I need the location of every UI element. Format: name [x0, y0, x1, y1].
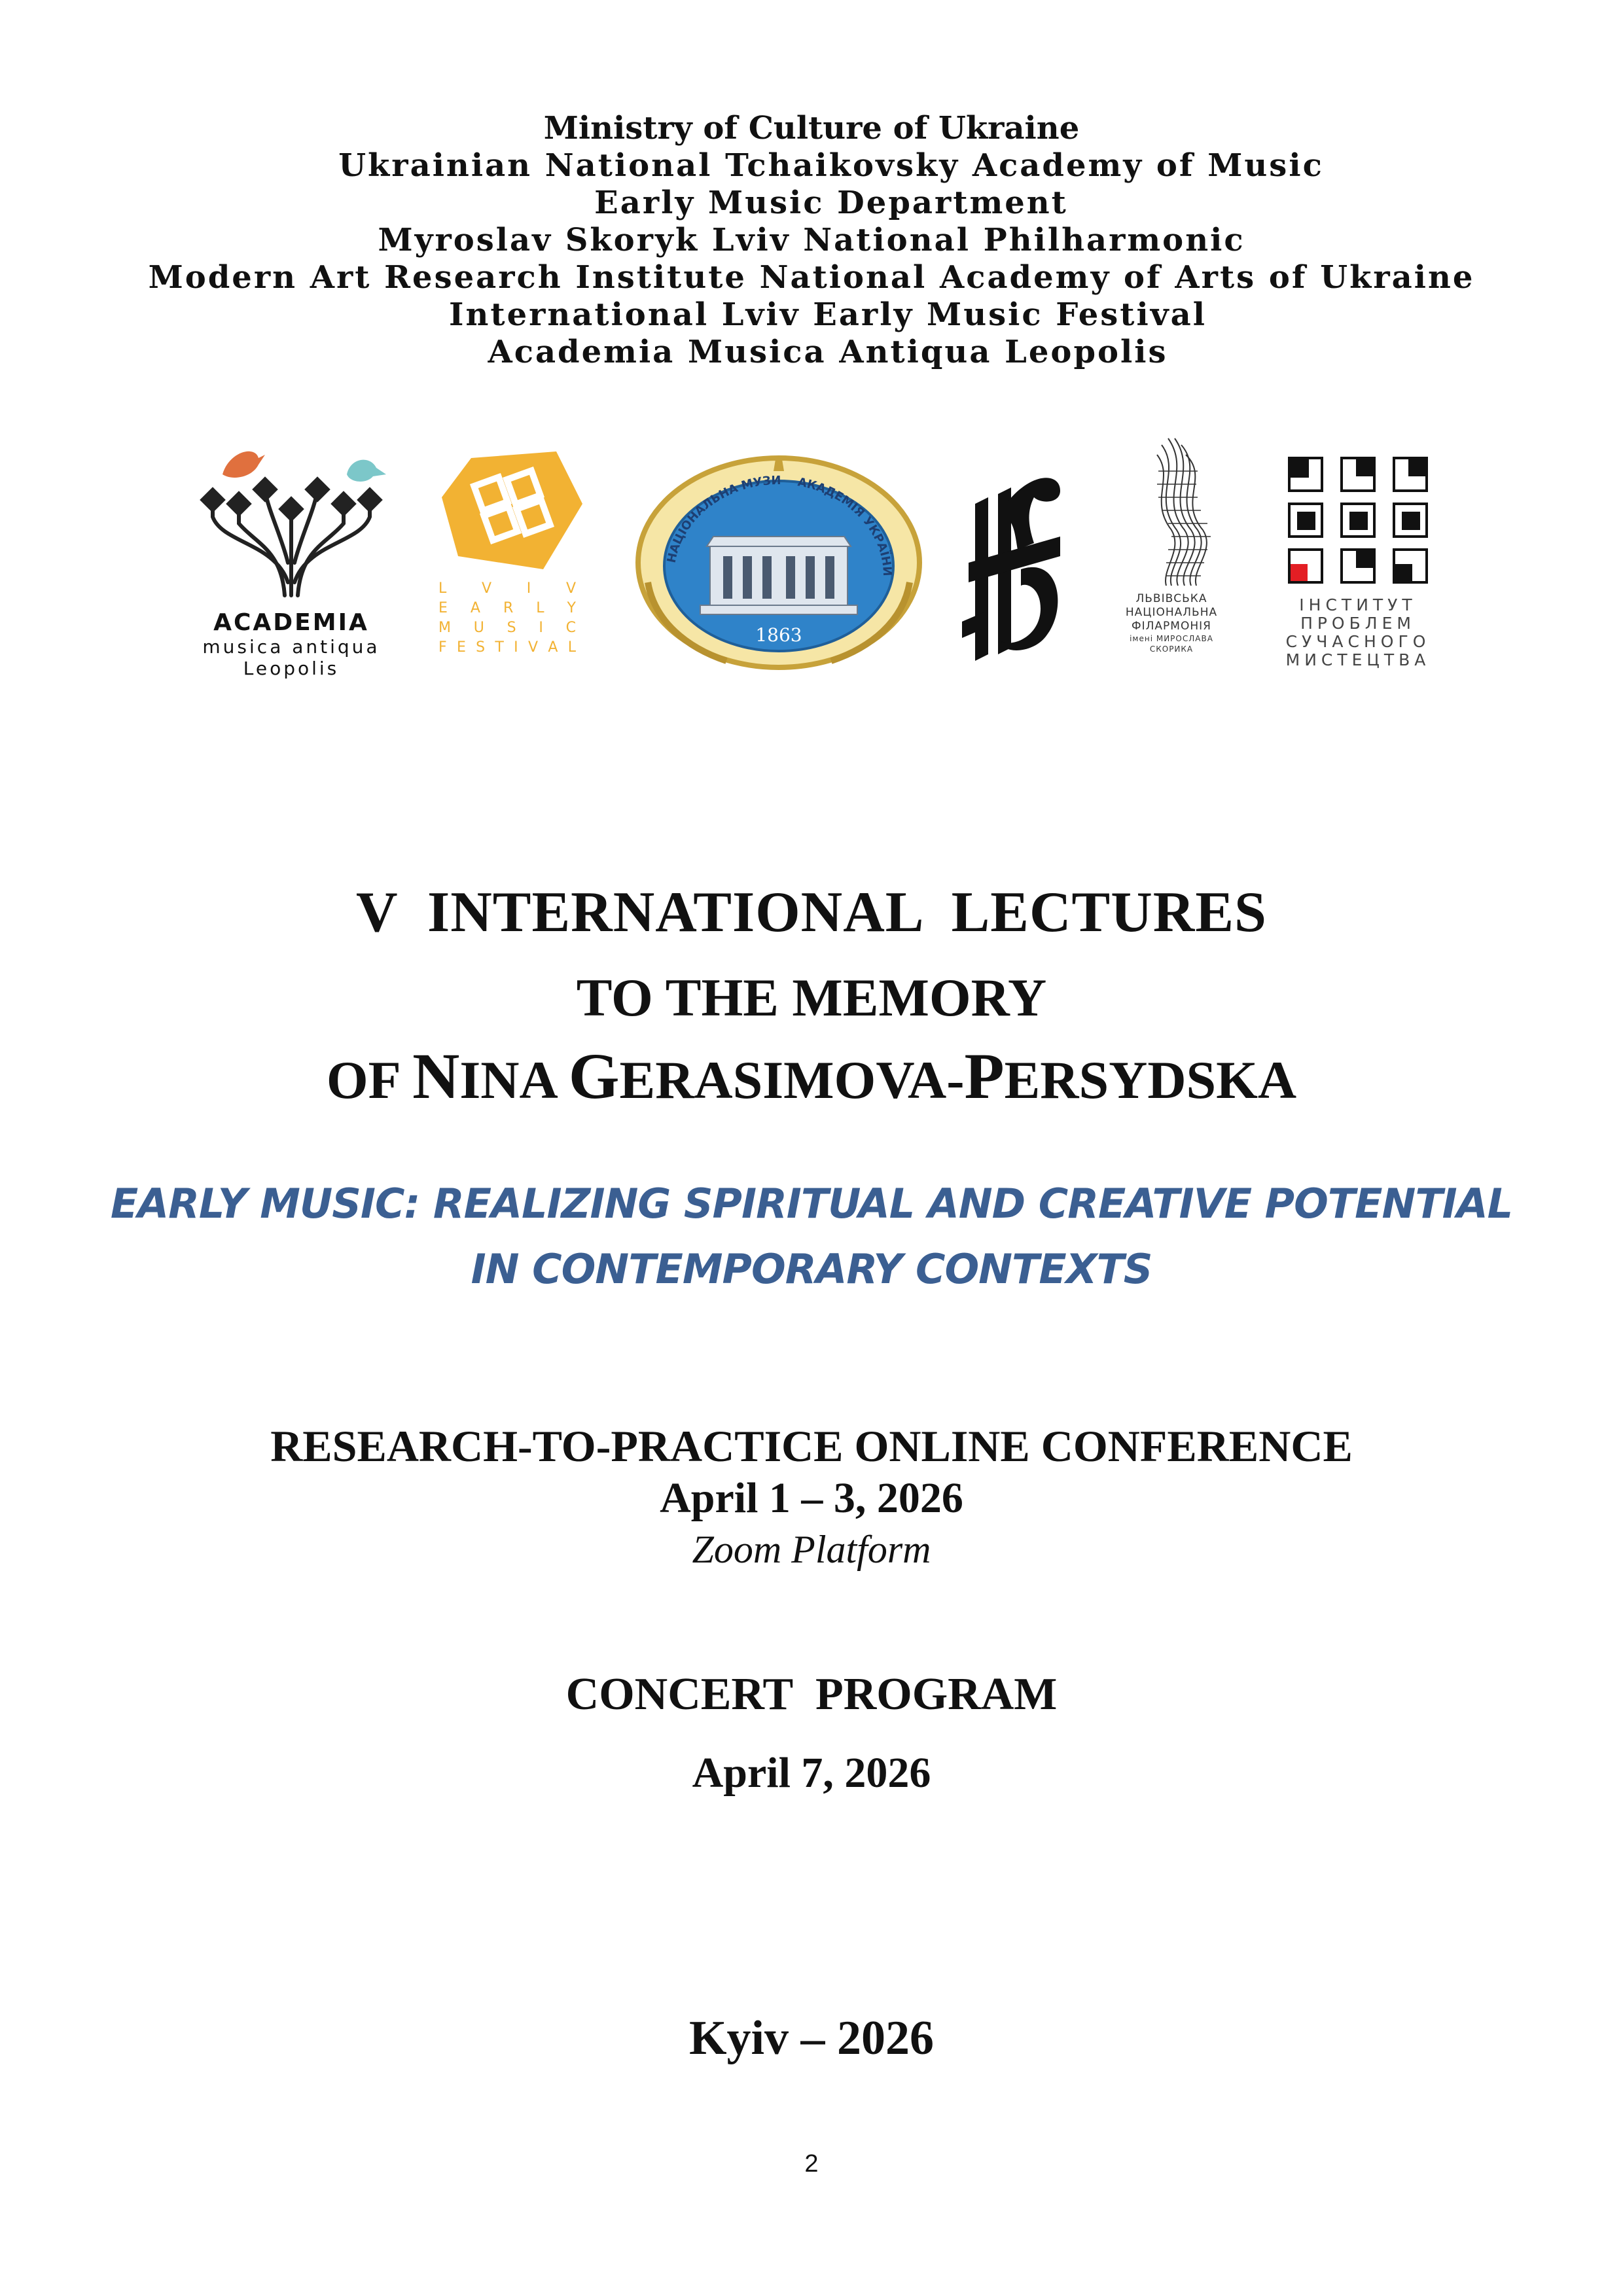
seal-year: 1863 [755, 624, 802, 646]
festival-emblem-icon [432, 445, 589, 576]
department-logo [962, 458, 1067, 667]
title-line3 [0, 1040, 1623, 1113]
title-initial-g: G [568, 1040, 620, 1112]
festival-letter: L [536, 600, 544, 616]
festival-letter: I [526, 580, 531, 597]
conference-name: RESEARCH-TO-PRACTICE ONLINE CONFERENCE [270, 1421, 1353, 1471]
academia-logo-line3: Leopolis [243, 658, 340, 679]
seal-arc-right: АКАДЕМІЯ УКРАЇНИ [796, 475, 895, 577]
org-academia: Academia Musica Antiqua Leopolis [488, 334, 1168, 370]
tree-with-birds-icon [183, 432, 399, 602]
early-music-monogram-icon [962, 458, 1067, 667]
conference-theme [0, 1171, 1623, 1302]
theme-line1: EARLY MUSIC: REALIZING SPIRITUAL AND CREATIVE POTENTIAL [110, 1180, 1513, 1227]
org-ministry: Ministry of Culture of Ukraine [543, 110, 1080, 147]
festival-letters-lviv [438, 579, 576, 599]
festival-letter: S [476, 639, 486, 656]
city-year: Kyiv – 2026 [688, 2011, 935, 2065]
festival-letter: R [503, 600, 514, 616]
philharmonic-line1: ЛЬВІВСЬКА [1135, 592, 1207, 605]
institute-squares-icon [1283, 451, 1433, 589]
philharmonic-logo [1106, 432, 1237, 680]
title-initial-p: P [964, 1040, 1005, 1112]
org-academy: Ukrainian National Tchaikovsky Academy of Music [338, 147, 1324, 184]
institute-line1: ІНСТИТУТ [1299, 595, 1417, 614]
philharmonic-line2: НАЦІОНАЛЬНА [1125, 606, 1218, 619]
institute-logo [1283, 451, 1433, 687]
academia-logo-name: ACADEMIA [213, 609, 369, 636]
institute-text [1283, 596, 1433, 669]
institute-line2: ПРОБЛЕМ [1300, 614, 1416, 633]
festival-letter: L [567, 639, 576, 656]
title-erasimova: ERASIMOVA- [619, 1050, 965, 1110]
title-prefix: OF [326, 1050, 413, 1110]
festival-letter: C [565, 620, 576, 636]
page-number: 2 [804, 2150, 819, 2178]
festival-letter: V [527, 639, 539, 656]
festival-letter: L [438, 580, 447, 597]
logos-row [0, 432, 1623, 687]
festival-letters-festival [438, 638, 576, 658]
title-ina: INA [459, 1050, 569, 1110]
festival-letter: E [438, 600, 448, 616]
main-title [0, 880, 1623, 1113]
festival-letters [432, 579, 589, 658]
festival-letter: I [539, 620, 543, 636]
concert-date: April 7, 2026 [692, 1749, 931, 1797]
festival-letters-early [438, 599, 576, 618]
festival-letter: T [495, 639, 504, 656]
seal-arc-left: НАЦІОНАЛЬНА МУЗИ [664, 473, 781, 565]
org-festival: International Lviv Early Music Festival [449, 296, 1207, 333]
festival-letters-music [438, 618, 576, 638]
academia-logo [183, 432, 399, 687]
academy-seal-logo [628, 451, 929, 674]
philharmonic-line3: ФІЛАРМОНІЯ [1132, 620, 1211, 633]
org-philharmonic: Myroslav Skoryk Lviv National Philharmonic [378, 222, 1245, 258]
lviv-festival-logo [432, 445, 589, 680]
academia-logo-line2: musica antiqua [202, 636, 380, 658]
title-line1: V INTERNATIONAL LECTURES [356, 881, 1267, 944]
concert-title: CONCERT PROGRAM [565, 1669, 1058, 1720]
festival-letter: A [470, 600, 480, 616]
philharmonic-text [1106, 592, 1237, 654]
org-department: Early Music Department [594, 185, 1068, 221]
title-initial-n: N [412, 1040, 460, 1112]
org-institute: Modern Art Research Institute National Academy of Arts of Ukraine [148, 259, 1475, 296]
festival-letter: F [438, 639, 447, 656]
concert-info [0, 1665, 1623, 1803]
philharmonic-line5: СКОРИКА [1149, 645, 1194, 654]
festival-letter: S [507, 620, 516, 636]
title-line2: TO THE MEMORY [576, 968, 1047, 1027]
festival-letter: I [514, 639, 518, 656]
festival-letter: U [473, 620, 484, 636]
festival-letter: A [548, 639, 558, 656]
festival-letter: V [481, 580, 492, 597]
philharmonic-line4: імені МИРОСЛАВА [1130, 634, 1213, 643]
festival-letter: Y [567, 600, 576, 616]
institute-line3: СУЧАСНОГО [1285, 632, 1431, 651]
organizations-header [0, 110, 1623, 371]
festival-letter: E [456, 639, 466, 656]
conference-dates: April 1 – 3, 2026 [660, 1474, 963, 1522]
conference-platform: Zoom Platform [692, 1528, 931, 1571]
philharmonic-ribbon-icon [1106, 432, 1237, 589]
festival-letter: M [438, 620, 451, 636]
festival-letter: V [565, 580, 576, 597]
institute-line4: МИСТЕЦТВА [1285, 650, 1431, 669]
academy-building-seal-icon [628, 451, 929, 674]
conference-info [0, 1420, 1623, 1574]
theme-line2: IN CONTEMPORARY CONTEXTS [471, 1245, 1152, 1293]
title-ersydska: ERSYDSKA [1004, 1050, 1297, 1110]
